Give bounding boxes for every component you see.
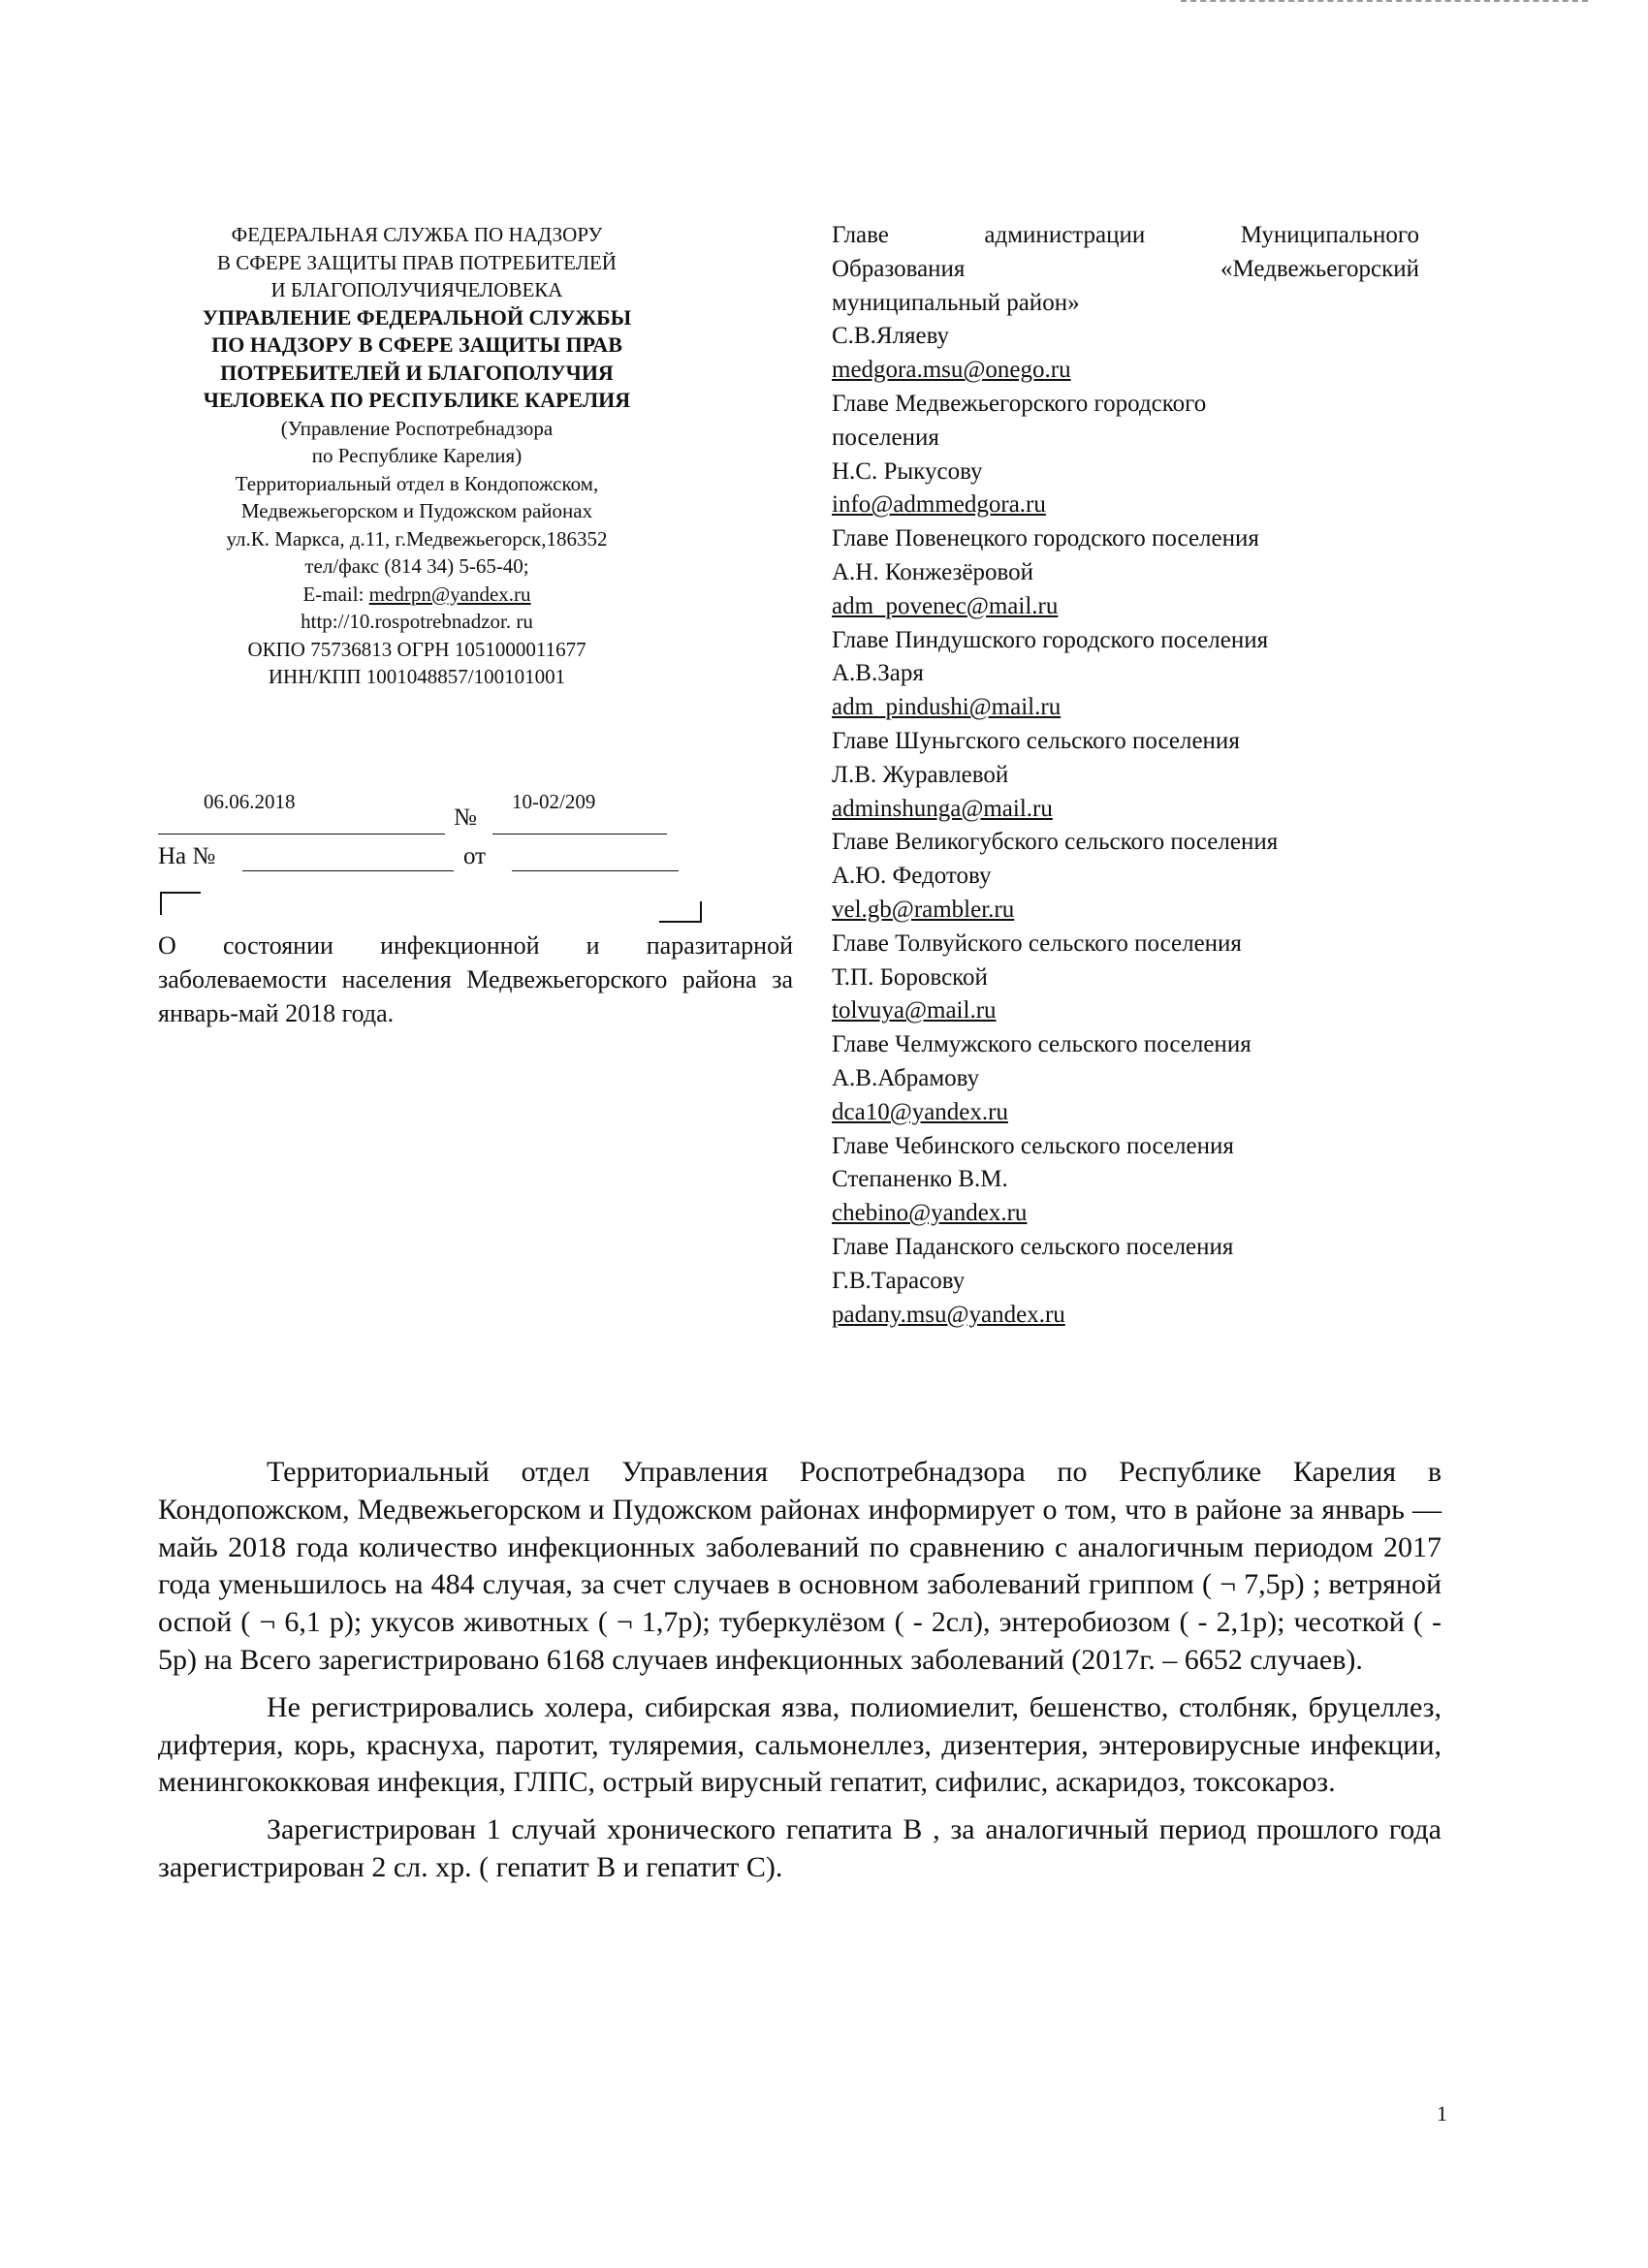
email-link[interactable]: medrpn@yandex.ru <box>368 582 531 606</box>
recipient-name: Л.В. Журавлевой <box>832 761 1009 788</box>
recipient-title: поселения <box>832 424 939 451</box>
from-label: от <box>463 843 487 869</box>
recipient-name: А.В.Заря <box>832 660 924 687</box>
body-paragraph: Не регистрировались холера, сибирская язва, полиомиелит, бешенство, столбняк, бруцеллез, дифтерия, корь, краснуха, паротит, туляремия, сальмонеллез, дизентерия, энтеровирусные инфекции, менингококковая инфекция, ГЛПС, острый вирусный гепатит, сифилис, аскаридоз, токсокароз. <box>158 1690 1442 1799</box>
reg-number: 10-02/209 <box>512 790 596 813</box>
dept-name: Территориальный отдел в Кондопожском, <box>235 471 599 495</box>
recipient-title: Главе Челмужского сельского поселения <box>832 1031 1252 1058</box>
recipient-title: муниципальный район» <box>832 289 1080 316</box>
header-bold-line: ЧЕЛОВЕКА ПО РЕСПУБЛИКЕ КАРЕЛИЯ <box>203 388 631 412</box>
recipient-title: Главе Медвежьегорского городского <box>832 390 1207 417</box>
recipient-title-word: Муниципального <box>1240 222 1419 248</box>
recipient-email[interactable]: padany.msu@yandex.ru <box>832 1301 1065 1328</box>
recipient-name: А.Ю. Федотову <box>832 863 992 890</box>
recipient-title: Главе Чебинского сельского поселения <box>832 1132 1234 1159</box>
body-paragraph: Зарегистрирован 1 случай хронического гепатита В , за аналогичный период прошлого года зарегистрирован 2 сл. хр. ( гепатит В и гепатит С). <box>158 1813 1442 1883</box>
recipient-title-word: администрации <box>984 222 1146 248</box>
recipient-name: С.В.Яляеву <box>832 323 950 350</box>
recipient-email[interactable]: dca10@yandex.ru <box>832 1098 1008 1125</box>
header-bold-line: УПРАВЛЕНИЕ ФЕДЕРАЛЬНОЙ СЛУЖБЫ <box>202 304 632 330</box>
recipient-email[interactable]: adm_pindushi@mail.ru <box>832 694 1062 721</box>
recipient-title: Главе Толвуйского сельского поселения <box>832 929 1242 957</box>
header-abbr: по Республике Карелия) <box>311 444 523 467</box>
recipient-email[interactable]: tolvuya@mail.ru <box>832 997 997 1024</box>
page-number: 1 <box>1437 2101 1447 2126</box>
email-line <box>145 581 688 609</box>
recipient-name: А.Н. Конжезёровой <box>832 558 1033 585</box>
from-underline <box>512 870 679 871</box>
recipient-name: Г.В.Тарасову <box>832 1267 966 1294</box>
address: ул.К. Маркса, д.11, г.Медвежьегорск,186352 <box>226 526 608 551</box>
recipient-title: Главе Шуньгского сельского поселения <box>832 727 1240 754</box>
recipient-email[interactable]: adminshunga@mail.ru <box>832 795 1053 822</box>
phone: тел/факс (814 34) 5-65-40; <box>304 554 529 578</box>
recipient-email[interactable]: vel.gb@rambler.ru <box>832 896 1015 923</box>
recipient-title-word: «Медвежьегорский <box>1220 255 1419 282</box>
recipient-title: Главе Великогубского сельского поселения <box>832 829 1279 856</box>
recipient-title <box>832 253 1419 287</box>
corner-mark-left <box>160 892 201 915</box>
recipient-title <box>832 219 1419 253</box>
okpo: ОКПО 75736813 ОГРН 1051000011677 <box>247 637 586 661</box>
header-abbr: (Управление Роспотребнадзора <box>280 416 554 440</box>
website[interactable]: http://10.rospotrebnadzor. ru <box>301 610 533 633</box>
scan-artifact-line <box>1181 0 1588 2</box>
reg-date: 06.06.2018 <box>204 790 296 813</box>
body-paragraph: Территориальный отдел Управления Роспотребнадзора по Республике Карелия в Кондопожском, Медвежьегорском и Пудожском районах информирует о том, что в районе за январь —майь 2018 года количество инфекционных заболеваний по сравнению с аналогичным периодом 2017 года уменьшилось на 484 случая, за счет случаев в основном заболеваний гриппом ( ¬ 7,5р) ; ветряной оспой ( ¬ 6,1 р); укусов животных ( ¬ 1,7р); туберкулёзом ( - 2сл), энтеробиозом ( - 2,1р); чесоткой ( - 5р) на Всего зарегистрировано 6168 случаев инфекционных заболеваний (2017г. – 6652 случаев). <box>158 1456 1442 1676</box>
recipients-list <box>832 219 1419 1332</box>
recipient-title: Главе Повенецкого городского поселения <box>832 525 1259 552</box>
ref-underline <box>242 870 454 871</box>
header-bold-line: ПОТРЕБИТЕЛЕЙ И БЛАГОПОЛУЧИЯ <box>220 360 614 385</box>
recipient-email[interactable]: chebino@yandex.ru <box>832 1200 1028 1227</box>
ref-label: На № <box>158 843 216 869</box>
letter-subject: О состоянии инфекционной и паразитарной заболеваемости населения Медвежьегорского района за январь-май 2018 года. <box>158 931 793 1027</box>
header-line: В СФЕРЕ ЗАЩИТЫ ПРАВ ПОТРЕБИТЕЛЕЙ <box>217 250 617 274</box>
inn: ИНН/КПП 1001048857/100101001 <box>268 665 566 688</box>
recipient-name: Т.П. Боровской <box>832 963 988 991</box>
recipient-title: Главе Паданского сельского поселения <box>832 1233 1234 1260</box>
letter-body <box>158 1454 1442 1897</box>
header-line: ФЕДЕРАЛЬНАЯ СЛУЖБА ПО НАДЗОРУ <box>231 223 603 246</box>
header-bold-line: ПО НАДЗОРУ В СФЕРЕ ЗАЩИТЫ ПРАВ <box>211 332 622 357</box>
number-underline <box>492 834 667 835</box>
header-line: И БЛАГОПОЛУЧИЯЧЕЛОВЕКА <box>270 278 563 301</box>
recipient-title-word: Главе <box>832 222 889 248</box>
recipient-email[interactable]: info@admmedgora.ru <box>832 491 1046 519</box>
recipient-email[interactable]: adm_povenec@mail.ru <box>832 592 1059 619</box>
email-label: E-mail: <box>302 582 364 606</box>
recipient-name: А.В.Абрамову <box>832 1064 980 1091</box>
corner-mark-right <box>659 901 702 923</box>
sender-header <box>145 221 688 691</box>
number-sign: № <box>454 804 477 831</box>
date-underline <box>158 834 445 835</box>
dept-name: Медвежьегорском и Пудожском районах <box>240 499 593 522</box>
recipient-name: Степаненко В.М. <box>832 1166 1008 1193</box>
recipient-title-word: Образования <box>832 255 966 282</box>
recipient-email[interactable]: medgora.msu@onego.ru <box>832 357 1071 384</box>
recipient-title: Главе Пиндушского городского поселения <box>832 626 1269 653</box>
recipient-name: Н.С. Рыкусову <box>832 457 983 485</box>
